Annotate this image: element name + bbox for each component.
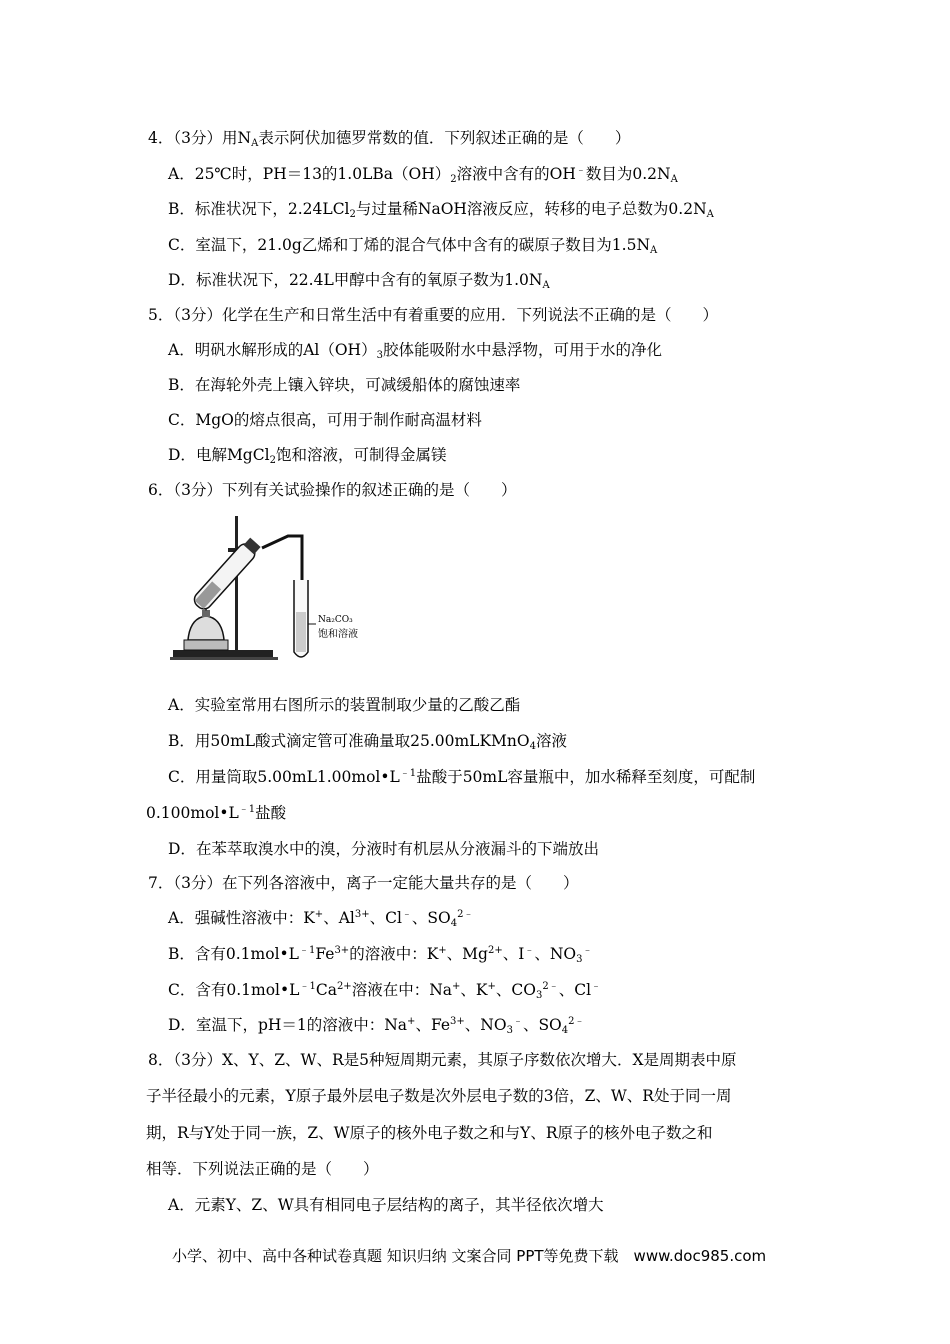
question-8-stem-line-3: 期，R与Y处于同一族，Z、W原子的核外电子数之和与Y、R原子的核外电子数之和 [146, 1124, 713, 1142]
question-5-option-c: C．MgO的熔点很高，可用于制作耐高温材料 [168, 411, 482, 429]
question-4-stem: 4．（3分）用$N_A$表示阿伏加德罗常数的值．下列叙述正确的是（ ） [148, 129, 631, 149]
lamp-stand [184, 640, 228, 650]
question-6-option-b: B．用50mL酸式滴定管可准确量取25.00mLKMnO$_4$溶液 [168, 732, 568, 752]
question-5-option-a: A．明矾水解形成的$Al(OH)_3$胶体能吸附水中悬浮物，可用于水的净化 [168, 341, 662, 361]
figure-label-saturated-solution: 饱和溶液 [318, 629, 358, 640]
question-8-option-a: A．元素Y、Z、W具有相同电子层结构的离子，其半径依次增大 [168, 1196, 604, 1214]
figure-label-na2co3: Na₂CO₃ [318, 615, 353, 625]
question-4-option-c: C．室温下，21.0g乙烯和丁烯的混合气体中含有的碳原子数目为$1.5N_A$ [168, 236, 658, 256]
question-6-option-c: C．用量筒取$5.00mL1.00mol•L^{﹣1}$盐酸于50mL容量瓶中，加水稀释至刻度，可配制 [168, 768, 756, 786]
stand-base [173, 650, 273, 657]
ester-distillation-apparatus-figure [170, 512, 385, 667]
question-5-option-b: B．在海轮外壳上镶入锌块，可减缓船体的腐蚀速率 [168, 376, 521, 394]
question-8-stem-line-4: 相等．下列说法正确的是（ ） [146, 1160, 379, 1178]
stand-base-foot [170, 657, 278, 660]
question-5-option-d: D．电解MgCl$_2$饱和溶液，可制得金属镁 [168, 446, 447, 466]
question-4-option-a: A．25℃时，PH＝13的$1.0LBa(OH)_2$溶液中含有的OH﹣数目为$0.2N_A$ [168, 165, 678, 185]
question-7-option-a: A．强碱性溶液中：K+、$Al^{3+}$、Cl﹣、$SO_4^{2﹣}$ [168, 909, 474, 929]
question-7-stem: 7．（3分）在下列各溶液中，离子一定能大量共存的是（ ） [148, 874, 579, 892]
receiving-solution [296, 612, 306, 652]
question-7-option-b: B．含有$0.1mol•L^{﹣1}Fe^{3+}$的溶液中：K+、$Mg^{2+}$、I﹣、$NO_3^﹣$ [168, 945, 593, 965]
question-7-option-d: D．室温下，pH＝1的溶液中：Na+、$Fe^{3+}$、$NO_3^﹣$、$SO_4^{2﹣}$ [168, 1016, 585, 1036]
question-6-option-d: D．在苯萃取溴水中的溴，分液时有机层从分液漏斗的下端放出 [168, 840, 599, 858]
page-footer: 小学、初中、高中各种试卷真题 知识归纳 文案合同 PPT等免费下载 www.doc985.com [172, 1247, 767, 1265]
question-4-option-b: B．标准状况下，2.24LCl$_2$与过量稀NaOH溶液反应，转移的电子总数为$0.2N_A$ [168, 200, 714, 220]
alcohol-lamp [188, 616, 224, 640]
question-7-option-c: C．含有$0.1mol•L^{﹣1}Ca^{2+}$溶液在中：Na+、K+、$CO_3^{2﹣}$、Cl﹣ [168, 981, 602, 1001]
question-6-option-c-continuation: $0.100mol•L^{﹣1}$盐酸 [146, 804, 287, 822]
stand-rod [235, 516, 238, 652]
question-8-stem-line-1: 8．（3分）X、Y、Z、W、R是5种短周期元素，其原子序数依次增大．X是周期表中原 [148, 1051, 737, 1069]
question-6-option-a: A．实验室常用右图所示的装置制取少量的乙酸乙酯 [168, 696, 521, 714]
question-4-option-d: D．标准状况下，22.4L甲醇中含有的氧原子数为$1.0N_A$ [168, 271, 550, 291]
lamp-wick-holder [202, 610, 210, 617]
question-5-stem: 5．（3分）化学在生产和日常生活中有着重要的应用．下列说法不正确的是（ ） [148, 306, 719, 324]
question-8-stem-line-2: 子半径最小的元素，Y原子最外层电子数是次外层电子数的3倍，Z、W、R处于同一周 [146, 1087, 732, 1105]
question-6-stem: 6．（3分）下列有关试验操作的叙述正确的是（ ） [148, 481, 517, 499]
